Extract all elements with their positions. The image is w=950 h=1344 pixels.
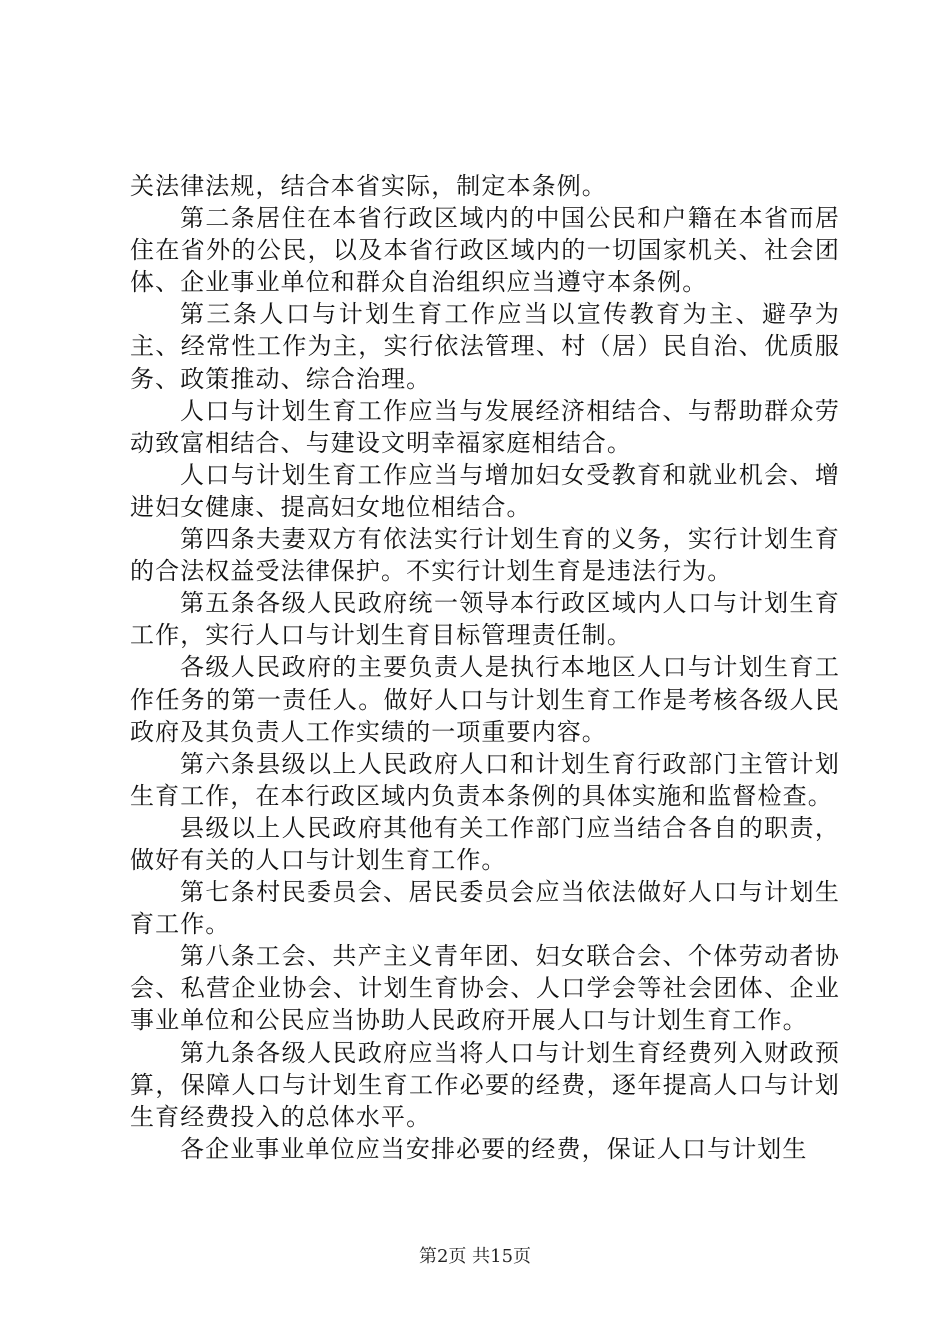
paragraph: 第三条人口与计划生育工作应当以宣传教育为主、避孕为主、经常性工作为主，实行依法管理、村（居）民自治、优质服务、政策推动、综合治理。 — [130, 300, 840, 393]
paragraph: 第二条居住在本省行政区域内的中国公民和户籍在本省而居住在省外的公民，以及本省行政区域内的一切国家机关、社会团体、企业事业单位和群众自治组织应当遵守本条例。 — [130, 204, 840, 297]
paragraph: 县级以上人民政府其他有关工作部门应当结合各自的职责，做好有关的人口与计划生育工作。 — [130, 813, 840, 874]
paragraph: 第六条县级以上人民政府人口和计划生育行政部门主管计划生育工作，在本行政区域内负责本条例的具体实施和监督检查。 — [130, 749, 840, 810]
paragraph: 各级人民政府的主要负责人是执行本地区人口与计划生育工作任务的第一责任人。做好人口与计划生育工作是考核各级人民政府及其负责人工作实绩的一项重要内容。 — [130, 653, 840, 746]
page-footer: 第2页 共15页 — [418, 1246, 532, 1267]
paragraph: 人口与计划生育工作应当与发展经济相结合、与帮助群众劳动致富相结合、与建设文明幸福家庭相结合。 — [130, 396, 840, 457]
paragraph: 各企业事业单位应当安排必要的经费，保证人口与计划生 — [180, 1134, 808, 1163]
document-body — [130, 170, 840, 1165]
paragraph: 关法律法规，结合本省实际，制定本条例。 — [130, 172, 607, 200]
paragraph: 第八条工会、共产主义青年团、妇女联合会、个体劳动者协会、私营企业协会、计划生育协会、人口学会等社会团体、企业事业单位和公民应当协助人民政府开展人口与计划生育工作。 — [130, 942, 840, 1035]
paragraph: 人口与计划生育工作应当与增加妇女受教育和就业机会、增进妇女健康、提高妇女地位相结合。 — [130, 460, 840, 521]
paragraph: 第九条各级人民政府应当将人口与计划生育经费列入财政预算，保障人口与计划生育工作必要的经费，逐年提高人口与计划生育经费投入的总体水平。 — [130, 1038, 840, 1131]
paragraph: 第四条夫妻双方有依法实行计划生育的义务，实行计划生育的合法权益受法律保护。不实行计划生育是违法行为。 — [130, 525, 840, 586]
paragraph: 第五条各级人民政府统一领导本行政区域内人口与计划生育工作，实行人口与计划生育目标管理责任制。 — [130, 589, 840, 650]
paragraph: 第七条村民委员会、居民委员会应当依法做好人口与计划生育工作。 — [130, 878, 840, 939]
